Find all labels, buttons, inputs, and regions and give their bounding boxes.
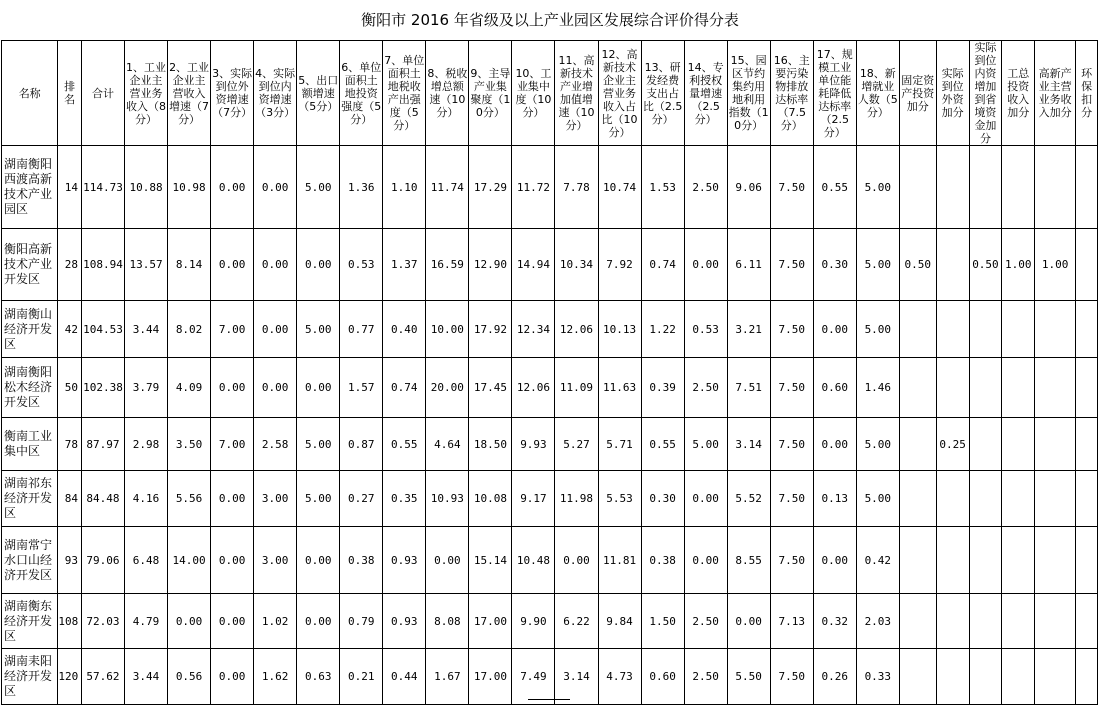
column-header: 1、工业企业主营业务收入（8分） (125, 41, 168, 146)
score-cell (1076, 358, 1098, 418)
table-row (2, 471, 1098, 527)
column-header: 实际到位内资增加到省境资金加分 (969, 41, 1002, 146)
column-header: 4、实际到位内资增速（3分） (254, 41, 297, 146)
score-cell: 0.00 (813, 301, 856, 358)
score-cell: 7.00 (211, 301, 254, 358)
score-cell: 5.00 (684, 418, 727, 471)
score-cell: 11.09 (555, 358, 598, 418)
column-header: 6、单位面积土地投资强度（5分） (340, 41, 383, 146)
score-cell: 0.00 (684, 229, 727, 301)
score-cell: 0.00 (211, 146, 254, 229)
score-cell: 1.10 (383, 146, 426, 229)
score-cell (1002, 418, 1035, 471)
score-cell: 0.00 (684, 471, 727, 527)
score-cell: 0.00 (211, 229, 254, 301)
score-cell: 0.30 (641, 471, 684, 527)
score-cell: 0.00 (297, 229, 340, 301)
park-name-cell: 湖南常宁水口山经济开发区 (2, 527, 58, 594)
score-cell: 16.59 (426, 229, 469, 301)
total-cell: 84.48 (81, 471, 124, 527)
score-cell: 2.50 (684, 649, 727, 705)
score-cell: 6.22 (555, 594, 598, 649)
column-header: 排名 (58, 41, 82, 146)
total-cell: 72.03 (81, 594, 124, 649)
score-cell: 18.50 (469, 418, 512, 471)
score-cell (936, 527, 969, 594)
score-cell (1035, 594, 1076, 649)
score-cell: 0.53 (684, 301, 727, 358)
total-cell: 57.62 (81, 649, 124, 705)
score-cell: 0.00 (813, 527, 856, 594)
rank-cell: 50 (58, 358, 82, 418)
column-header: 14、专利授权量增速（2.5分） (684, 41, 727, 146)
column-header: 3、实际到位外资增速（7分） (211, 41, 254, 146)
score-cell: 17.00 (469, 649, 512, 705)
score-cell: 0.32 (813, 594, 856, 649)
score-cell: 1.00 (1002, 229, 1035, 301)
score-cell: 6.11 (727, 229, 770, 301)
park-name-cell: 衡南工业集中区 (2, 418, 58, 471)
score-cell: 0.00 (555, 527, 598, 594)
score-cell: 0.60 (641, 649, 684, 705)
score-cell: 0.00 (813, 418, 856, 471)
score-cell: 0.44 (383, 649, 426, 705)
score-cell: 5.00 (856, 471, 899, 527)
column-header: 17、规模工业单位能耗降低达标率（2.5分） (813, 41, 856, 146)
score-cell: 3.50 (168, 418, 211, 471)
score-cell (1035, 358, 1076, 418)
score-cell: 0.35 (383, 471, 426, 527)
column-header: 12、高新技术企业主营业务收入占比（10分） (598, 41, 641, 146)
score-cell: 5.52 (727, 471, 770, 527)
score-cell: 10.74 (598, 146, 641, 229)
score-cell: 3.00 (254, 527, 297, 594)
score-cell (1035, 527, 1076, 594)
score-cell: 0.00 (254, 146, 297, 229)
score-cell: 5.00 (297, 301, 340, 358)
score-cell: 2.50 (684, 594, 727, 649)
score-cell: 0.60 (813, 358, 856, 418)
score-cell: 9.90 (512, 594, 555, 649)
score-cell: 1.50 (641, 594, 684, 649)
score-cell: 0.21 (340, 649, 383, 705)
score-cell: 0.00 (297, 594, 340, 649)
score-cell (1035, 418, 1076, 471)
bottom-mark (528, 699, 570, 700)
score-cell: 11.72 (512, 146, 555, 229)
score-cell: 9.17 (512, 471, 555, 527)
score-cell: 0.79 (340, 594, 383, 649)
score-cell (1076, 527, 1098, 594)
score-cell (969, 527, 1002, 594)
score-cell: 9.84 (598, 594, 641, 649)
score-cell (936, 146, 969, 229)
column-header: 7、单位面积土地税收产出强度（5分） (383, 41, 426, 146)
score-cell: 5.00 (297, 471, 340, 527)
column-header: 5、出口额增速（5分） (297, 41, 340, 146)
score-cell (936, 594, 969, 649)
score-cell: 0.00 (254, 229, 297, 301)
score-cell: 14.94 (512, 229, 555, 301)
score-cell: 0.93 (383, 527, 426, 594)
score-cell: 5.53 (598, 471, 641, 527)
total-cell: 104.53 (81, 301, 124, 358)
score-cell (969, 471, 1002, 527)
park-name-cell: 湖南祁东经济开发区 (2, 471, 58, 527)
score-cell: 0.50 (899, 229, 936, 301)
score-cell: 7.92 (598, 229, 641, 301)
score-cell (1035, 301, 1076, 358)
score-cell: 0.00 (254, 358, 297, 418)
score-cell: 12.06 (555, 301, 598, 358)
score-cell: 5.00 (856, 418, 899, 471)
score-cell: 9.06 (727, 146, 770, 229)
score-cell: 5.00 (856, 229, 899, 301)
rank-cell: 42 (58, 301, 82, 358)
park-name-cell: 湖南耒阳经济开发区 (2, 649, 58, 705)
score-cell: 0.00 (211, 471, 254, 527)
score-cell: 5.71 (598, 418, 641, 471)
column-header: 9、主导产业集聚度（10分） (469, 41, 512, 146)
score-cell (1076, 301, 1098, 358)
score-cell (1002, 301, 1035, 358)
score-cell: 2.98 (125, 418, 168, 471)
score-cell: 2.50 (684, 146, 727, 229)
rank-cell: 14 (58, 146, 82, 229)
score-cell: 10.48 (512, 527, 555, 594)
score-cell: 11.98 (555, 471, 598, 527)
score-cell (1035, 146, 1076, 229)
score-cell: 17.00 (469, 594, 512, 649)
score-cell (1002, 527, 1035, 594)
score-cell: 4.79 (125, 594, 168, 649)
score-cell (936, 301, 969, 358)
score-cell: 0.38 (641, 527, 684, 594)
score-cell: 7.50 (770, 418, 813, 471)
rank-cell: 84 (58, 471, 82, 527)
score-cell: 3.00 (254, 471, 297, 527)
rank-cell: 93 (58, 527, 82, 594)
score-cell: 3.21 (727, 301, 770, 358)
score-cell: 0.00 (211, 527, 254, 594)
score-cell (1035, 649, 1076, 705)
score-cell: 0.55 (641, 418, 684, 471)
score-cell: 1.62 (254, 649, 297, 705)
score-cell: 10.08 (469, 471, 512, 527)
score-cell: 10.88 (125, 146, 168, 229)
park-name-cell: 湖南衡东经济开发区 (2, 594, 58, 649)
total-cell: 87.97 (81, 418, 124, 471)
score-cell: 4.09 (168, 358, 211, 418)
park-name-cell: 衡阳高新技术产业开发区 (2, 229, 58, 301)
rank-cell: 78 (58, 418, 82, 471)
column-header: 固定资产投资加分 (899, 41, 936, 146)
score-cell (1002, 146, 1035, 229)
score-cell: 5.27 (555, 418, 598, 471)
column-header: 合计 (81, 41, 124, 146)
score-cell: 0.87 (340, 418, 383, 471)
score-cell (899, 146, 936, 229)
rank-cell: 120 (58, 649, 82, 705)
score-cell: 0.00 (211, 594, 254, 649)
score-cell: 10.00 (426, 301, 469, 358)
score-cell (969, 594, 1002, 649)
score-cell: 12.06 (512, 358, 555, 418)
score-cell: 0.55 (383, 418, 426, 471)
score-cell (899, 527, 936, 594)
column-header: 8、税收增总额速（10分） (426, 41, 469, 146)
column-header: 名称 (2, 41, 58, 146)
score-cell: 3.14 (555, 649, 598, 705)
column-header: 实际到位外资加分 (936, 41, 969, 146)
score-cell (936, 649, 969, 705)
score-cell (899, 594, 936, 649)
score-cell: 1.37 (383, 229, 426, 301)
score-cell: 17.29 (469, 146, 512, 229)
score-cell (1002, 471, 1035, 527)
score-cell: 1.00 (1035, 229, 1076, 301)
score-cell: 0.42 (856, 527, 899, 594)
score-cell: 0.93 (383, 594, 426, 649)
score-cell (969, 358, 1002, 418)
total-cell: 108.94 (81, 229, 124, 301)
score-cell: 0.30 (813, 229, 856, 301)
park-name-cell: 湖南衡阳西渡高新技术产业园区 (2, 146, 58, 229)
score-cell: 6.48 (125, 527, 168, 594)
score-cell: 0.27 (340, 471, 383, 527)
rank-cell: 28 (58, 229, 82, 301)
score-cell (969, 146, 1002, 229)
score-cell: 0.50 (969, 229, 1002, 301)
score-cell: 3.44 (125, 301, 168, 358)
score-cell: 0.26 (813, 649, 856, 705)
score-cell: 0.53 (340, 229, 383, 301)
score-cell (1076, 471, 1098, 527)
score-cell (1076, 229, 1098, 301)
score-cell: 0.00 (297, 527, 340, 594)
score-cell: 0.00 (426, 527, 469, 594)
score-cell: 1.02 (254, 594, 297, 649)
score-cell: 2.03 (856, 594, 899, 649)
score-cell: 0.00 (684, 527, 727, 594)
score-cell: 13.57 (125, 229, 168, 301)
rank-cell: 108 (58, 594, 82, 649)
score-cell: 11.81 (598, 527, 641, 594)
score-cell: 5.00 (297, 146, 340, 229)
score-cell (1076, 146, 1098, 229)
score-cell: 7.50 (770, 527, 813, 594)
score-cell (936, 358, 969, 418)
score-cell: 5.56 (168, 471, 211, 527)
score-cell: 10.13 (598, 301, 641, 358)
table-row (2, 418, 1098, 471)
score-cell: 4.16 (125, 471, 168, 527)
score-cell (899, 418, 936, 471)
score-cell: 5.00 (297, 418, 340, 471)
score-cell: 0.74 (383, 358, 426, 418)
score-cell (1076, 649, 1098, 705)
score-cell: 0.00 (211, 649, 254, 705)
column-header: 13、研发经费支出占比（2.5分） (641, 41, 684, 146)
score-cell: 0.00 (727, 594, 770, 649)
score-cell: 8.55 (727, 527, 770, 594)
score-cell: 1.67 (426, 649, 469, 705)
total-cell: 79.06 (81, 527, 124, 594)
score-cell: 14.00 (168, 527, 211, 594)
score-cell: 11.74 (426, 146, 469, 229)
score-cell (936, 229, 969, 301)
score-cell: 8.14 (168, 229, 211, 301)
score-cell: 12.90 (469, 229, 512, 301)
score-cell: 7.13 (770, 594, 813, 649)
score-cell: 7.50 (770, 301, 813, 358)
table-body (2, 146, 1098, 705)
score-cell: 0.00 (211, 358, 254, 418)
score-cell (899, 649, 936, 705)
score-cell: 0.77 (340, 301, 383, 358)
column-header: 环保扣分 (1076, 41, 1098, 146)
page-title: 衡阳市 2016 年省级及以上产业园区发展综合评价得分表 (361, 11, 739, 29)
score-cell (1002, 594, 1035, 649)
score-cell: 10.93 (426, 471, 469, 527)
score-cell: 5.00 (856, 146, 899, 229)
score-cell: 1.22 (641, 301, 684, 358)
score-cell: 3.44 (125, 649, 168, 705)
park-name-cell: 湖南衡阳松木经济开发区 (2, 358, 58, 418)
score-cell: 17.92 (469, 301, 512, 358)
score-cell (1076, 594, 1098, 649)
score-cell: 0.00 (168, 594, 211, 649)
score-cell: 5.50 (727, 649, 770, 705)
column-header: 18、新增就业人数（5分） (856, 41, 899, 146)
score-cell (1002, 649, 1035, 705)
score-cell: 11.63 (598, 358, 641, 418)
score-cell: 0.63 (297, 649, 340, 705)
table-row (2, 594, 1098, 649)
score-cell: 0.74 (641, 229, 684, 301)
score-cell: 4.64 (426, 418, 469, 471)
score-cell: 0.25 (936, 418, 969, 471)
score-cell (899, 358, 936, 418)
table-row (2, 358, 1098, 418)
score-cell: 7.50 (770, 649, 813, 705)
score-cell: 3.14 (727, 418, 770, 471)
score-cell: 15.14 (469, 527, 512, 594)
score-cell: 3.79 (125, 358, 168, 418)
column-header: 11、高新技术产业增加值增速（10分） (555, 41, 598, 146)
score-cell: 10.98 (168, 146, 211, 229)
score-cell: 0.13 (813, 471, 856, 527)
score-cell: 0.38 (340, 527, 383, 594)
score-cell: 7.50 (770, 471, 813, 527)
score-cell: 0.40 (383, 301, 426, 358)
score-cell (969, 649, 1002, 705)
score-cell: 12.34 (512, 301, 555, 358)
score-cell: 0.56 (168, 649, 211, 705)
score-cell: 0.55 (813, 146, 856, 229)
score-cell: 10.34 (555, 229, 598, 301)
score-cell (1035, 471, 1076, 527)
score-cell: 8.02 (168, 301, 211, 358)
score-cell: 0.33 (856, 649, 899, 705)
table-row (2, 229, 1098, 301)
table-row (2, 527, 1098, 594)
score-cell: 1.57 (340, 358, 383, 418)
total-cell: 114.73 (81, 146, 124, 229)
score-cell: 7.78 (555, 146, 598, 229)
table-row (2, 146, 1098, 229)
score-cell (899, 301, 936, 358)
score-cell: 7.00 (211, 418, 254, 471)
column-header: 高新产业主营业务收入加分 (1035, 41, 1076, 146)
score-cell: 7.49 (512, 649, 555, 705)
score-cell: 2.50 (684, 358, 727, 418)
score-cell: 1.53 (641, 146, 684, 229)
total-cell: 102.38 (81, 358, 124, 418)
score-cell: 20.00 (426, 358, 469, 418)
score-cell (936, 471, 969, 527)
score-cell: 9.93 (512, 418, 555, 471)
column-header: 2、工业企业主营收入增速（7分） (168, 41, 211, 146)
score-cell: 7.50 (770, 229, 813, 301)
column-header: 16、主要污染物排放达标率（7.5分） (770, 41, 813, 146)
column-header: 工总投资收入加分 (1002, 41, 1035, 146)
score-cell: 1.36 (340, 146, 383, 229)
table-row (2, 649, 1098, 705)
score-cell: 4.73 (598, 649, 641, 705)
score-cell: 5.00 (856, 301, 899, 358)
score-cell: 1.46 (856, 358, 899, 418)
score-cell: 7.50 (770, 146, 813, 229)
score-cell: 8.08 (426, 594, 469, 649)
score-cell: 17.45 (469, 358, 512, 418)
score-cell: 7.50 (770, 358, 813, 418)
score-cell: 7.51 (727, 358, 770, 418)
park-name-cell: 湖南衡山经济开发区 (2, 301, 58, 358)
table-row (2, 301, 1098, 358)
column-header: 15、园区节约集约用地利用指数（10分） (727, 41, 770, 146)
score-cell (1002, 358, 1035, 418)
score-cell (1076, 418, 1098, 471)
score-cell: 2.58 (254, 418, 297, 471)
score-cell (969, 301, 1002, 358)
score-table (1, 40, 1098, 705)
column-header: 10、工业集中度（10分） (512, 41, 555, 146)
score-cell: 0.00 (254, 301, 297, 358)
header-row (2, 41, 1098, 146)
score-cell (969, 418, 1002, 471)
score-cell (899, 471, 936, 527)
score-cell: 0.00 (297, 358, 340, 418)
score-cell: 0.39 (641, 358, 684, 418)
